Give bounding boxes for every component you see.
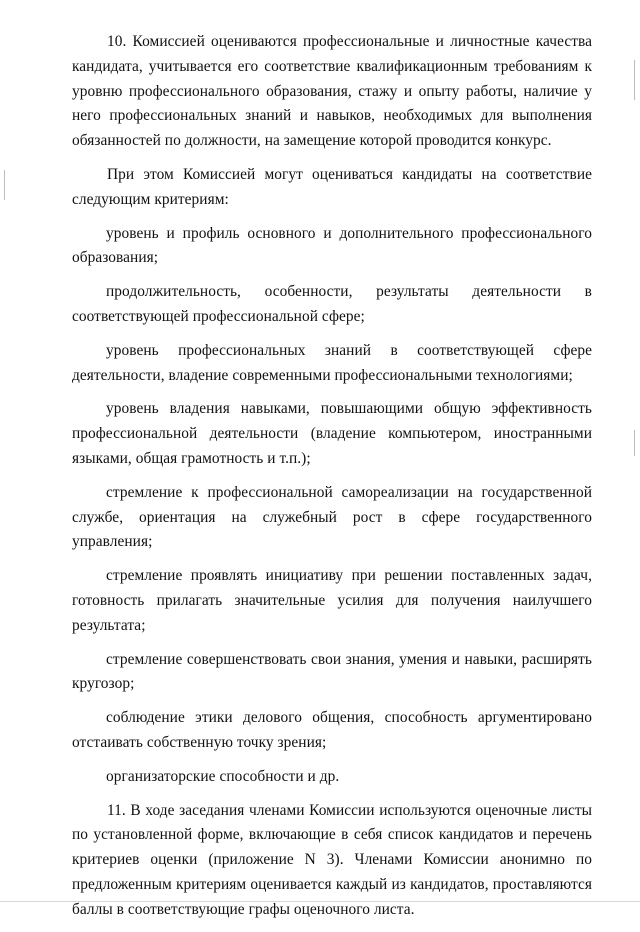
paragraph-item-11: 11. В ходе заседания членами Комиссии используются оценочные листы по установленной форме, включающие в себя список кандидатов и перечень критериев оценки (приложение N 3). Членами Комиссии анонимно по предложенным критериям оценивается каждый из кандидатов, проставляются баллы в соответствующие графы оценочного листа. bbox=[72, 801, 592, 918]
scan-edge-mark bbox=[4, 170, 5, 200]
criterion-education: уровень и профиль основного и дополнительного профессионального образования; bbox=[72, 224, 592, 267]
criterion-organization: организаторские способности и др. bbox=[106, 767, 340, 785]
paragraph-item-10: 10. Комиссией оцениваются профессиональные и личностные качества кандидата, учитывается его соответствие квалификационным требованиям к уровню профессионального образования, стажу и опыту работы, наличие у него профессиональных знаний и навыков, необходимых для выполнения обязанностей по должности, на замещение которой проводится конкурс. bbox=[72, 33, 592, 150]
scan-edge-mark bbox=[634, 430, 635, 456]
criterion-knowledge: уровень профессиональных знаний в соответствующей сфере деятельности, владение современными профессиональными технологиями; bbox=[72, 341, 592, 384]
scan-edge-mark bbox=[634, 60, 635, 100]
criterion-ethics: соблюдение этики делового общения, способность аргументировано отстаивать собственную точку зрения; bbox=[72, 709, 592, 751]
criterion-initiative: стремление проявлять инициативу при решении поставленных задач, готовность прилагать значительные усилия для получения наилучшего результата; bbox=[72, 567, 592, 634]
criterion-skills: уровень владения навыками, повышающими общую эффективность профессиональной деятельности (владение компьютером, иностранными языками, общая грамотность и т.п.); bbox=[72, 400, 592, 467]
criteria-intro: При этом Комиссией могут оцениваться кандидаты на соответствие следующим критериям: bbox=[72, 165, 592, 208]
criterion-self-improvement: стремление совершенствовать свои знания, умения и навыки, расширять кругозор; bbox=[72, 650, 592, 693]
document-page bbox=[72, 30, 592, 932]
criterion-self-realization: стремление к профессиональной самореализации на государственной службе, ориентация на служебный рост в сфере государственного управления; bbox=[72, 483, 592, 551]
criterion-experience: продолжительность, особенности, результаты деятельности в соответствующей профессиональной сфере; bbox=[72, 283, 592, 325]
